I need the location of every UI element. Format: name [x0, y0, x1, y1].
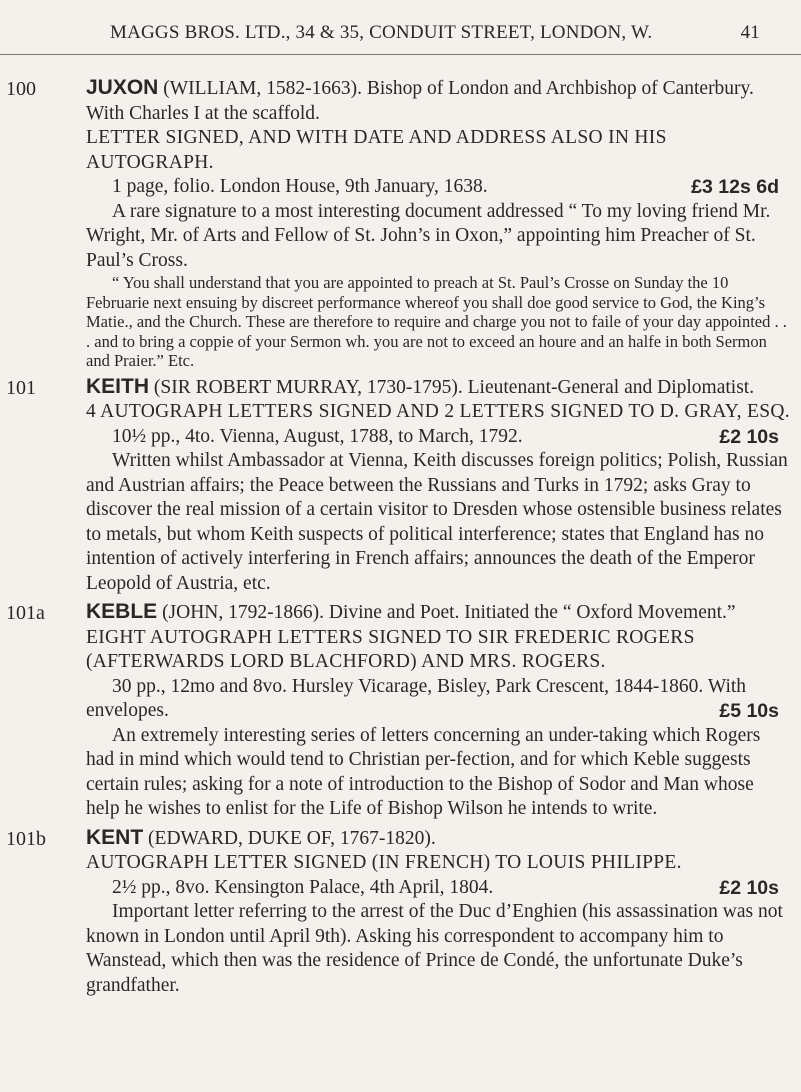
page-number: 41 — [740, 22, 760, 43]
price: £5 10s — [719, 700, 779, 722]
entry-heading — [86, 375, 791, 401]
entry-collation — [86, 675, 791, 724]
entry-subtitle: (SIR ROBERT MURRAY, 1730-1795). Lieutenant-General and Diplomatist. — [149, 376, 755, 398]
entry-heading — [86, 600, 791, 626]
entry-heading — [86, 826, 791, 852]
catalogue-entry — [0, 600, 801, 822]
entry-collation — [86, 425, 791, 450]
lot-number: 101a — [6, 602, 45, 624]
collation-text: 30 pp., 12mo and 8vo. Hursley Vicarage, Bisley, Park Crescent, 1844-1860. With envelopes. — [86, 675, 747, 721]
entry-subtitle: (WILLIAM, 1582-1663). Bishop of London and Archbishop of Canterbury. With Charles I at the scaffold. — [86, 78, 754, 124]
lot-number: 101b — [6, 827, 46, 850]
entry-description: Important letter referring to the arrest of the Duc d’Enghien (his assassination was not known in London until April 9th). Asking his correspondent to accompany him to Wanstead, which then was the residence of Prince de Condé, the unfortunate Duke’s grandfather. — [86, 901, 783, 996]
header-rule — [0, 54, 801, 55]
catalogue-entry — [0, 76, 801, 371]
entry-name: KEBLE — [86, 600, 158, 623]
entry-title: EIGHT AUTOGRAPH LETTERS SIGNED TO SIR FREDERIC ROGERS (AFTERWARDS LORD BLACHFORD) AND MRS. ROGERS. — [86, 626, 695, 672]
entry-subtitle: (EDWARD, DUKE OF, 1767-1820). — [143, 827, 436, 849]
price: £2 10s — [719, 425, 779, 448]
lot-number: 100 — [6, 78, 36, 100]
entry-collation — [86, 175, 791, 200]
entry-description: A rare signature to a most interesting document addressed “ To my loving friend Mr. Wright, Mr. of Arts and Fellow of St. John’s in Oxon,” appointing him Preacher of St. Paul’s Cross. — [86, 200, 771, 271]
price: £2 10s — [719, 876, 779, 899]
collation-text: 1 page, folio. London House, 9th January, 1638. — [112, 176, 488, 197]
lot-number: 101 — [6, 376, 36, 399]
entry-quote: “ You shall understand that you are appointed to preach at St. Paul’s Crosse on Sunday the 10 Februarie next ensuing by discreet performance whereof you shall doe good service to God, the King’s Matie., and the Church. These are therefore to require and charge you not to faile of your day appointed . . . and to bring a coppie of your Sermon wh. you are not to exceed an houre and an halfe in both Sermon and Praier.” Etc. — [86, 273, 787, 370]
collation-text: 2½ pp., 8vo. Kensington Palace, 4th April, 1804. — [112, 876, 494, 898]
catalogue-entries — [0, 76, 801, 1002]
collation-text: 10½ pp., 4to. Vienna, August, 1788, to March, 1792. — [112, 425, 523, 447]
entry-subtitle: (JOHN, 1792-1866). Divine and Poet. Initiated the “ Oxford Movement.” — [157, 602, 736, 623]
running-head: MAGGS BROS. LTD., 34 & 35, CONDUIT STREET, LONDON, W. — [110, 22, 653, 43]
entry-title: AUTOGRAPH LETTER SIGNED (IN FRENCH) TO LOUIS PHILIPPE. — [86, 852, 682, 873]
entry-heading — [86, 76, 791, 126]
entry-title: LETTER SIGNED, AND WITH DATE AND ADDRESS ALSO IN HIS AUTOGRAPH. — [86, 127, 667, 173]
entry-name: KENT — [86, 825, 144, 849]
entry-title: 4 AUTOGRAPH LETTERS SIGNED AND 2 LETTERS SIGNED TO D. GRAY, ESQ. — [86, 401, 790, 422]
price: £3 12s 6d — [691, 176, 779, 198]
entry-collation — [86, 876, 791, 901]
catalogue-entry — [0, 826, 801, 999]
entry-name: KEITH — [86, 374, 149, 398]
entry-name: JUXON — [86, 76, 159, 99]
entry-description: Written whilst Ambassador at Vienna, Keith discusses foreign politics; Polish, Russian and Austrian affairs; the Peace between the Russians and Turks in 1792; asks Gray to discover the real mission of a certain visitor to Dresden whose ostensible business relates to metals, but whom Keith suspects of political interference; states that England has no intention of actively interfering in French affairs; announces the death of the Emperor Leopold of Austria, etc. — [86, 450, 788, 594]
page-header — [110, 22, 760, 44]
entry-description: An extremely interesting series of letters concerning an under-taking which Rogers had in mind which would tend to Christian per-fection, and for which Keble suggests certain rules; asking for a note of introduction to the Bishop of Sodor and Man whose help he wishes to enlist for the Life of Bishop Wilson he intends to write. — [86, 724, 761, 819]
catalogue-entry — [0, 375, 801, 597]
